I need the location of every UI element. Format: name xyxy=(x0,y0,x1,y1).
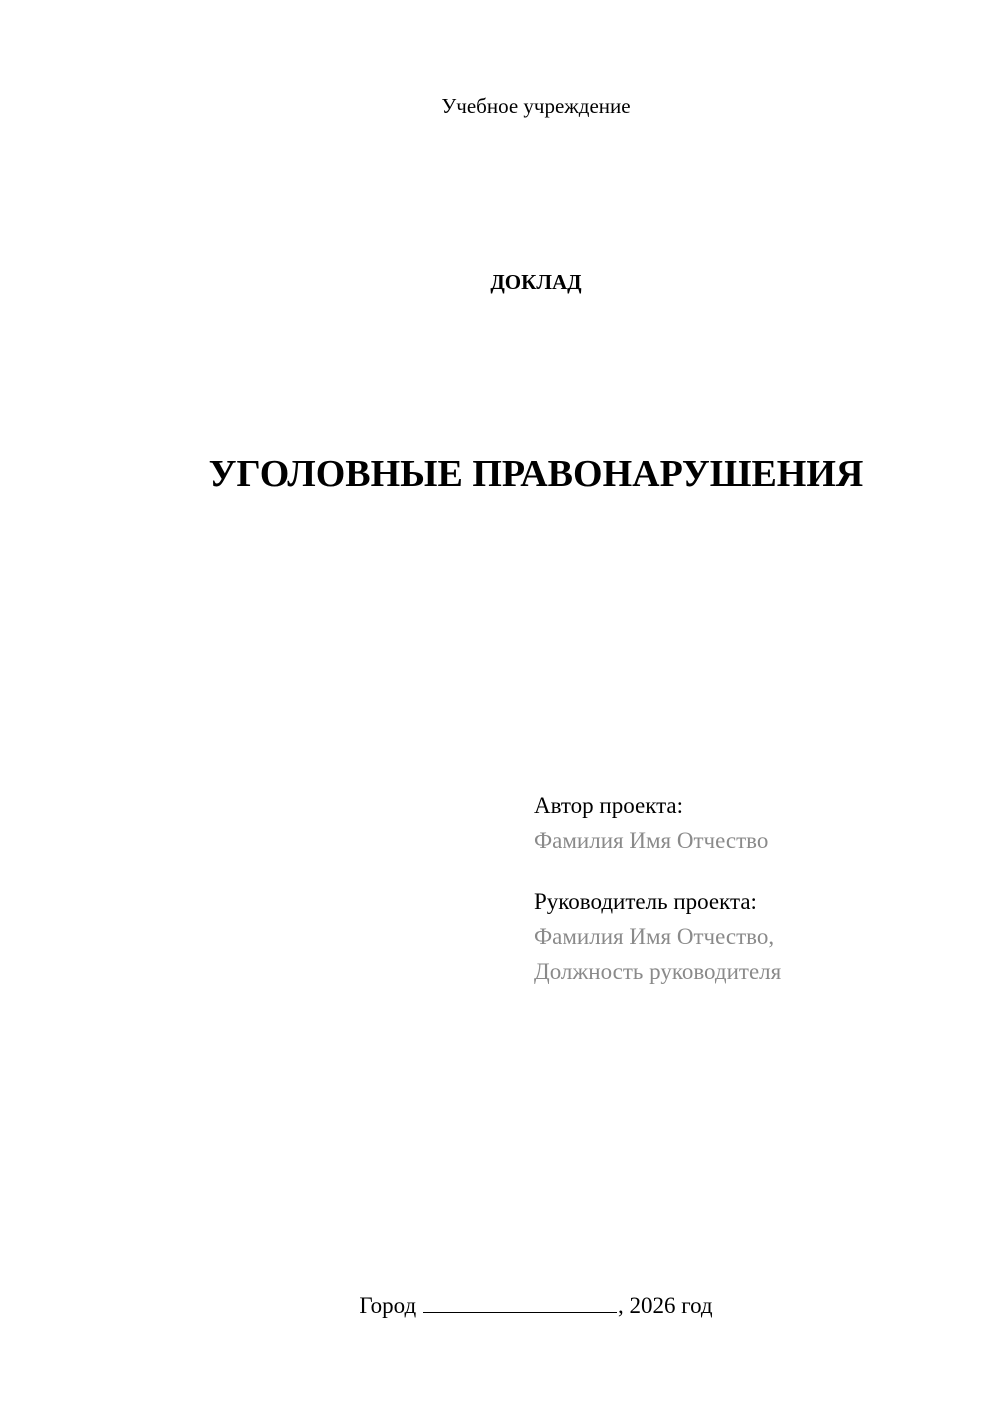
supervisor-label: Руководитель проекта: xyxy=(534,889,757,914)
document-type: ДОКЛАД xyxy=(490,270,582,294)
supervisor-name: Фамилия Имя Отчество, xyxy=(534,924,775,949)
city-blank-line xyxy=(423,1290,617,1313)
city-label: Город xyxy=(359,1293,417,1318)
supervisor-position: Должность руководителя xyxy=(534,959,782,984)
document-title: УГОЛОВНЫЕ ПРАВОНАРУШЕНИЯ xyxy=(208,453,864,495)
city-year-line xyxy=(0,1290,1000,1321)
credits-spacer xyxy=(534,858,974,884)
institution-name: Учебное учреждение xyxy=(441,94,631,118)
author-name: Фамилия Имя Отчество xyxy=(534,828,769,853)
author-label: Автор проекта: xyxy=(534,793,683,818)
credits-block xyxy=(534,788,974,989)
year-text: , 2026 год xyxy=(617,1293,713,1318)
